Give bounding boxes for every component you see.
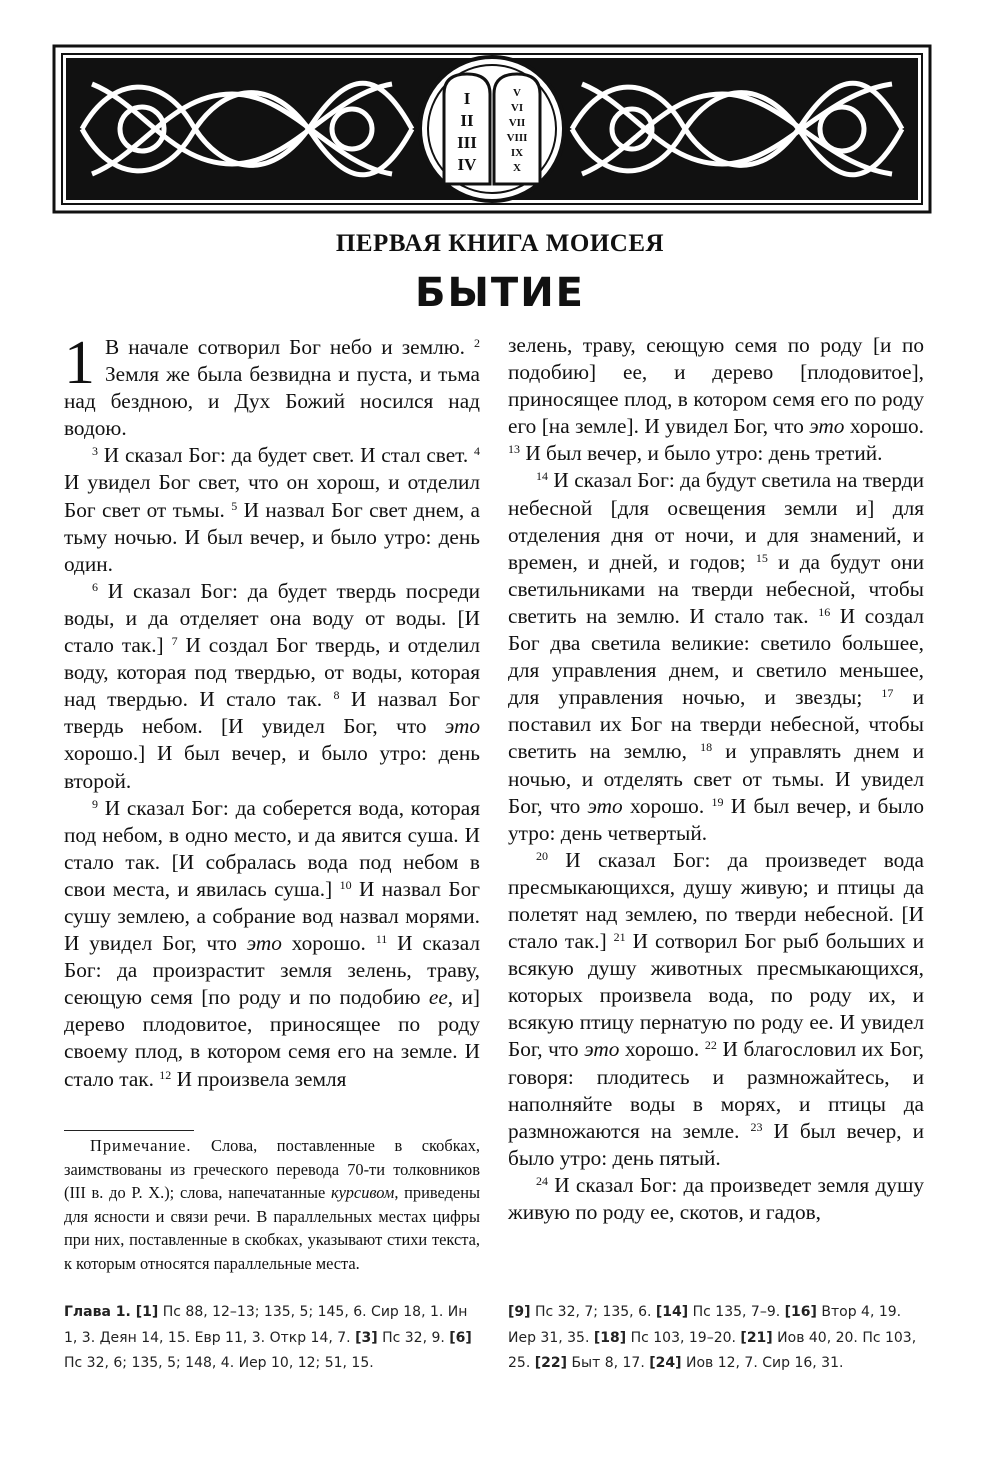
tablet-left-numeral: IV [457,155,477,174]
text-run: Втор 4, 19. Иер 31, 35. [508,1304,902,1346]
reference-verse-label: [21] [740,1329,773,1346]
verse-number: 3 [92,444,98,459]
book-subtitle: ПЕРВАЯ КНИГА МОИСЕЯ [335,230,665,257]
tablet-right-numeral: VI [510,102,524,114]
text-run: И сказал Бог: да произведет вода пресмыкающихся, душу живую; и птицы да полетят над землею, по тверди небесной. [И стало так.] [508,847,924,954]
italic-word: это [444,714,480,739]
verse-paragraph [508,1172,924,1226]
verse-number: 7 [171,634,178,649]
text-run: Иов 40, 20. Пс 103, 25. [508,1329,917,1371]
text-run: И был вечер, и было утро: день третий. [520,441,883,466]
reference-verse-label: [18] [593,1329,627,1346]
reference-verse-label: [14] [655,1304,689,1320]
ornamental-header-band [52,44,932,214]
text-run: И благословил их Бог, говоря: плодитесь и размножайтесь, и наполняйте воды в морях, и птицы да размножаются на земле. [508,1037,924,1143]
verse-paragraph [64,329,480,442]
tablet-right-numeral: V [513,87,521,99]
text-run: И создал Бог два светила великие: светило большее, для управления днем, и светило меньшее, для управления ночью, и звезды; [508,603,924,710]
text-run: хорошо. [622,793,712,818]
text-run: И сказал Бог: да будет твердь посреди воды, и да отделяет она воду от воды. [И стало так.] [64,578,480,658]
left-column-paragraphs [64,329,481,1093]
text-run: Пс 103, 19–20. [626,1329,741,1346]
italic-word: это [584,1037,620,1062]
verse-number: 9 [92,796,98,811]
text-run: И сказал Бог: да будут светила на тверди небесной [для освещения земли и] для отделения дня от ночи, и для знамений, и времен, и дней, и годов; [508,468,924,574]
verse-number: 22 [704,1038,717,1053]
verse-number: 4 [474,444,480,459]
text-run: И был вечер, и было утро: день пятый. [508,1118,924,1170]
text-run: И сотворил Бог рыб больших и всякую душу животных пресмыкающихся, которых произвела вода, по роду их, и всякую птицу пернатую по роду ее. И увидел Бог, что [508,929,924,1062]
verse-paragraph [508,467,924,846]
text-run: зелень, траву, сеющую семя по роду [и по подобию] ее, и дерево [плодовитое], приносящее плод, в котором семя его по роду его [на земле]. И увидел Бог, что [508,333,924,439]
reference-verse-label: [22] [534,1355,567,1371]
text-run: И сказал Бог: да произрастит земля зелень, траву, сеющую семя [по роду и по подобию [64,931,480,1010]
tablet-right-numeral: IX [510,147,524,159]
text-run: хорошо. [281,931,376,956]
right-text-column [508,332,924,1226]
footnote-divider [64,1130,194,1131]
verse-number: 18 [700,740,713,755]
text-run: хорошо.] И был вечер, и было утро: день второй. [64,741,480,793]
text-run: , и] дерево плодовитое, приносящее по роду своему плод, в котором семя его на земле. И стало так. [64,985,480,1091]
verse-number: 11 [375,932,388,947]
verse-number: 14 [536,469,548,484]
reference-verse-label: Глава 1. [1] [64,1304,159,1320]
text-run: И сказал Бог: да произведет земля душу живую по роду ее, скотов, и гадов, [508,1172,924,1224]
reference-verse-label: [16] [784,1304,817,1320]
text-run: хорошо. [844,414,924,439]
verse-paragraph [508,847,924,1172]
verse-number: 5 [231,498,238,513]
verse-number: 8 [333,688,340,703]
text-run: И назвал Бог свет днем, а тьму ночью. И был вечер, и было утро: день один. [64,497,480,576]
text-run: и управлять днем и ночью, и отделять свет от тьмы. И увидел Бог, что [508,739,924,818]
reference-verse-label: [3] [355,1329,378,1346]
verse-number: 16 [818,604,831,619]
verse-number: 13 [508,442,520,457]
book-title: БЫТИЕ [414,270,586,316]
left-text-column [64,329,481,1093]
tablet-right-numeral: VIII [506,132,528,144]
verse-number: 10 [339,877,352,892]
verse-number: 20 [536,848,548,863]
text-run: И назвал Бог сушу землею, а собрание вод назвал морями. И увидел Бог, что [64,876,481,956]
chapter-number: 1 [64,329,95,397]
tablet-right-numeral: X [513,162,521,174]
verse-number: 12 [159,1067,172,1082]
verse-number: 19 [711,794,724,809]
reference-verse-label: [9] [508,1304,531,1320]
verse-paragraph [508,332,924,467]
verse-number: 21 [613,930,626,945]
text-run: И назвал Бог твердь небом. [И увидел Бог, что [64,687,480,739]
text-run: Земля же была безвидна и пуста, и тьма над бездною, и Дух Божий носился над водою. [64,362,480,441]
verse-number: 24 [536,1173,548,1188]
verse-number: 23 [750,1119,763,1134]
note-text: , приведены для ясности и связи речи. В параллельных местах цифры при них, поставленные в скобках, указывают стихи текста, к которым относятся параллельные места. [64,1183,480,1273]
text-run: Иов 12, 7. Сир 16, 31. [681,1355,844,1371]
text-run: и поставил их Бог на тверди небесной, чтобы светить на землю, [508,685,924,764]
parallel-references-right [508,1300,926,1377]
text-run: В начале сотворил Бог небо и землю. [105,335,474,359]
reference-verse-label: [6] [449,1329,472,1346]
tablet-right-numeral: VII [508,117,526,129]
text-run: Пс 32, 9. [377,1329,450,1346]
note-italic-word: курсивом [331,1183,395,1202]
verse-paragraph [64,578,480,795]
text-run: Быт 8, 17. [567,1355,650,1371]
italic-word: ее [428,985,448,1010]
italic-word: это [809,414,845,439]
right-column-paragraphs [508,332,924,1226]
text-run: Пс 32, 7; 135, 6. [530,1304,656,1320]
verse-paragraph [64,795,480,1093]
note-text: Слова, поставленные в скобках, заимствованы из греческого перевода 70-ти толковников (III в. до Р. Х.); слова, напечатанные [64,1136,480,1202]
text-run: И сказал Бог: да соберется вода, которая под небом, в одно место, и да явится суша. И стало так. [И собралась вода под небом в свои места, и явилась суша.] [64,795,480,901]
text-run: хорошо. [619,1037,705,1062]
text-run: И был вечер, и было утро: день четвертый. [508,793,924,845]
note-label: Примечание. [90,1136,192,1155]
italic-word: это [587,793,623,818]
text-run: И увидел Бог свет, что он хорош, и отделил Бог свет от тьмы. [64,470,480,522]
verse-number: 2 [474,336,480,350]
text-run: И создал Бог твердь, и отделил воду, которая под твердью, от воды, которая над твердью. И стало так. [64,633,480,712]
text-run: Пс 88, 12–13; 135, 5; 145, 6. Сир 18, 1. Ин 1, 3. Деян 14, 15. Евр 11, 3. Откр 14, 7. [64,1304,468,1346]
verse-paragraph [64,442,480,577]
tablet-left-numeral: III [457,133,477,152]
reference-verse-label: [24] [649,1355,682,1371]
text-run: Пс 135, 7–9. [688,1304,785,1320]
text-run: И произвела земля [171,1066,347,1091]
verse-number: 6 [92,579,98,594]
text-run: и да будут они светильниками на тверди небесной, чтобы светить на землю. И стало так. [508,549,924,628]
tablet-left-numeral: I [463,89,471,108]
parallel-references-left [64,1300,482,1377]
text-run: И сказал Бог: да будет свет. И стал свет. [98,443,474,468]
tablet-left-numeral: II [460,111,474,130]
verse-number: 17 [881,686,894,701]
editorial-note [64,1134,480,1275]
text-run: Пс 32, 6; 135, 5; 148, 4. Иер 10, 12; 51, 15. [64,1355,374,1371]
italic-word: это [246,931,282,956]
verse-number: 15 [755,550,768,565]
